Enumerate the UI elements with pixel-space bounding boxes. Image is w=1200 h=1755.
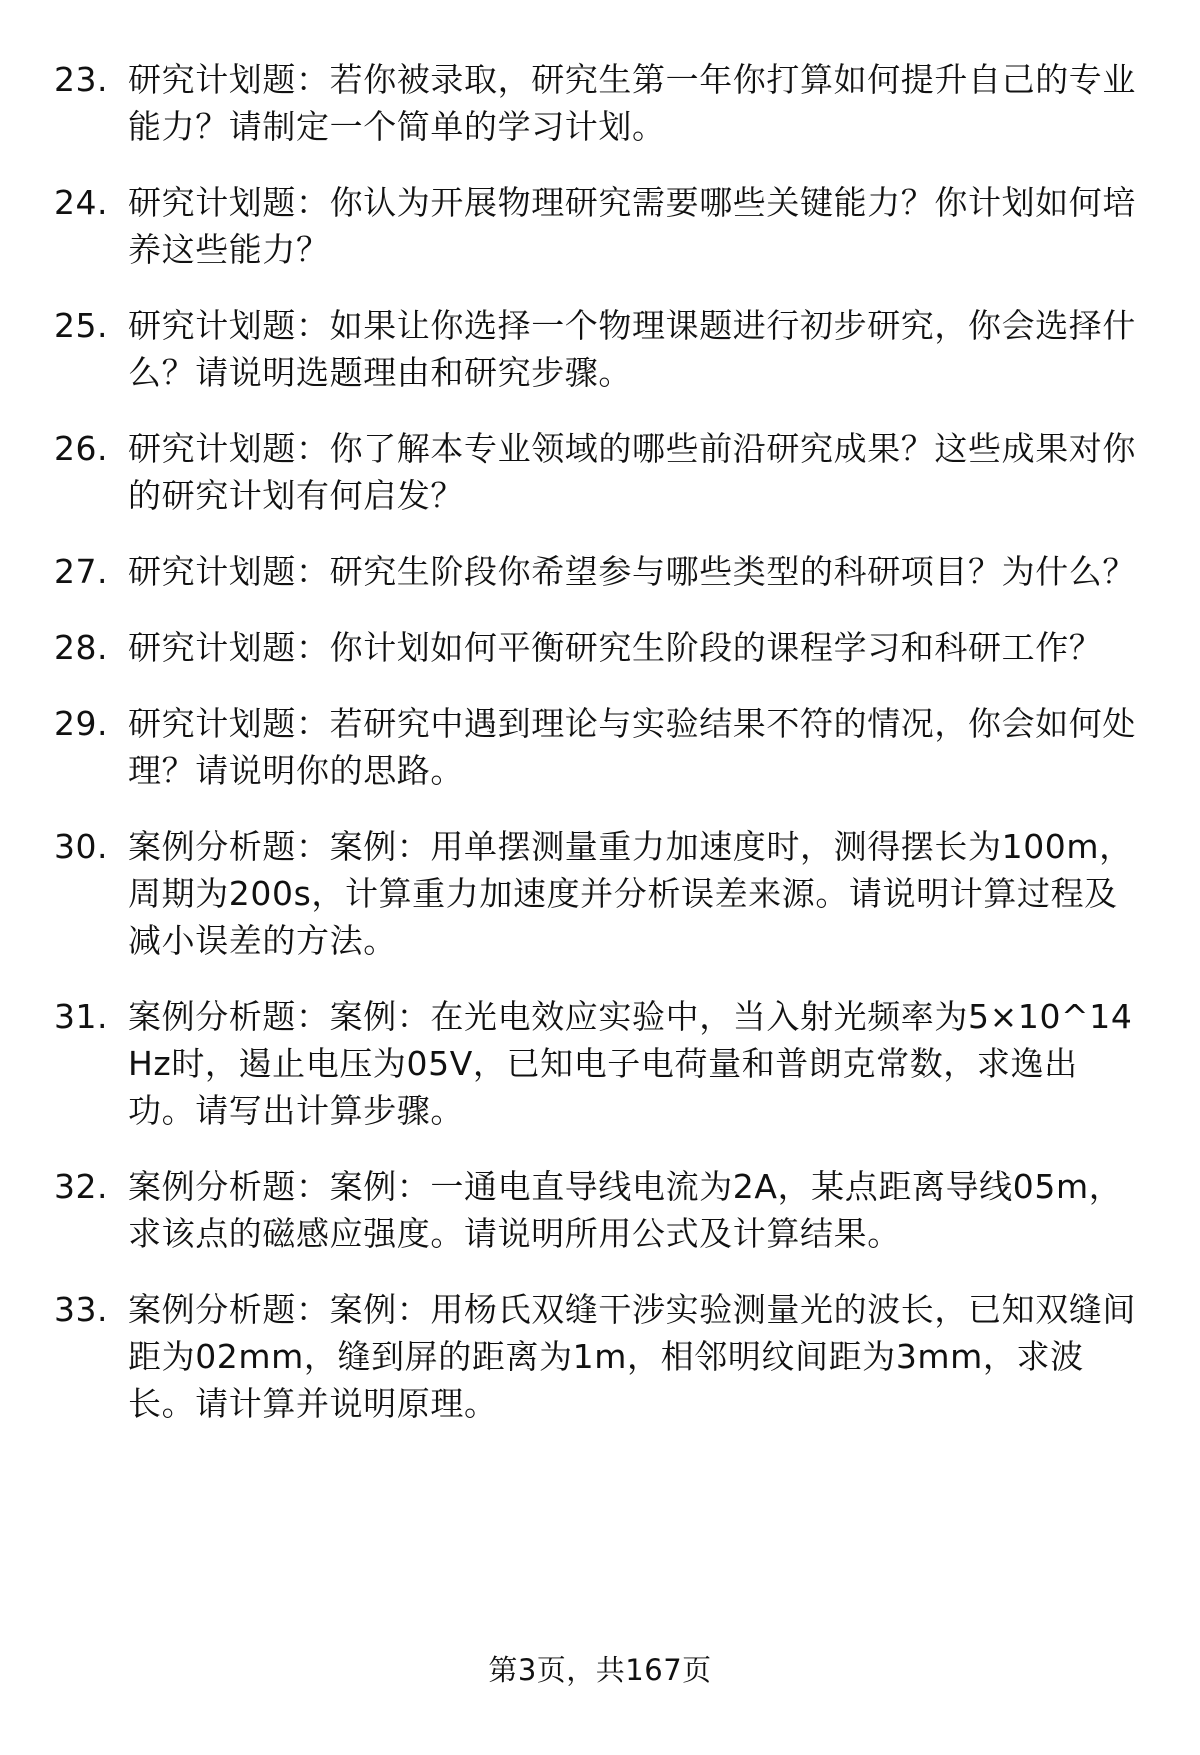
question-number: 24. [54,183,108,222]
question-number: 31. [54,997,108,1036]
question-text: 研究计划题：你认为开展物理研究需要哪些关键能力？你计划如何培养这些能力？ [128,183,1136,269]
question-number: 23. [54,60,108,99]
question-item-30 [0,823,1200,964]
question-item-23 [0,56,1200,150]
page-footer [0,1650,1200,1690]
question-item-32 [0,1163,1200,1257]
question-item-24 [0,179,1200,273]
question-item-25 [0,302,1200,396]
question-text: 研究计划题：若研究中遇到理论与实验结果不符的情况，你会如何处理？请说明你的思路。 [128,704,1136,790]
question-number: 32. [54,1167,108,1206]
question-text: 案例分析题：案例：在光电效应实验中，当入射光频率为5×10^14Hz时，遏止电压为05V，已知电子电荷量和普朗克常数，求逸出功。请写出计算步骤。 [128,997,1133,1130]
question-number: 27. [54,552,108,591]
question-text: 研究计划题：你了解本专业领域的哪些前沿研究成果？这些成果对你的研究计划有何启发？ [128,429,1136,515]
question-item-28 [0,624,1200,671]
question-number: 28. [54,628,108,667]
question-number: 25. [54,306,108,345]
question-item-27 [0,548,1200,595]
question-text: 研究计划题：研究生阶段你希望参与哪些类型的科研项目？为什么？ [128,552,1136,591]
question-item-29 [0,700,1200,794]
question-text: 研究计划题：如果让你选择一个物理课题进行初步研究，你会选择什么？请说明选题理由和研究步骤。 [128,306,1136,392]
question-number: 30. [54,827,108,866]
question-item-31 [0,993,1200,1134]
question-text: 研究计划题：若你被录取，研究生第一年你打算如何提升自己的专业能力？请制定一个简单的学习计划。 [128,60,1136,146]
page-number-label: 第3页，共167页 [488,1653,712,1687]
question-text: 案例分析题：案例：用杨氏双缝干涉实验测量光的波长，已知双缝间距为02mm，缝到屏的距离为1m，相邻明纹间距为3mm，求波长。请计算并说明原理。 [128,1290,1136,1423]
question-item-26 [0,425,1200,519]
question-item-33 [0,1286,1200,1427]
question-number: 29. [54,704,108,743]
question-text: 案例分析题：案例：一通电直导线电流为2A，某点距离导线05m，求该点的磁感应强度。请说明所用公式及计算结果。 [128,1167,1123,1253]
question-text: 研究计划题：你计划如何平衡研究生阶段的课程学习和科研工作？ [128,628,1103,667]
question-text: 案例分析题：案例：用单摆测量重力加速度时，测得摆长为100m，周期为200s，计算重力加速度并分析误差来源。请说明计算过程及减小误差的方法。 [128,827,1133,960]
question-number: 26. [54,429,108,468]
question-list [0,56,1200,1456]
question-number: 33. [54,1290,108,1329]
